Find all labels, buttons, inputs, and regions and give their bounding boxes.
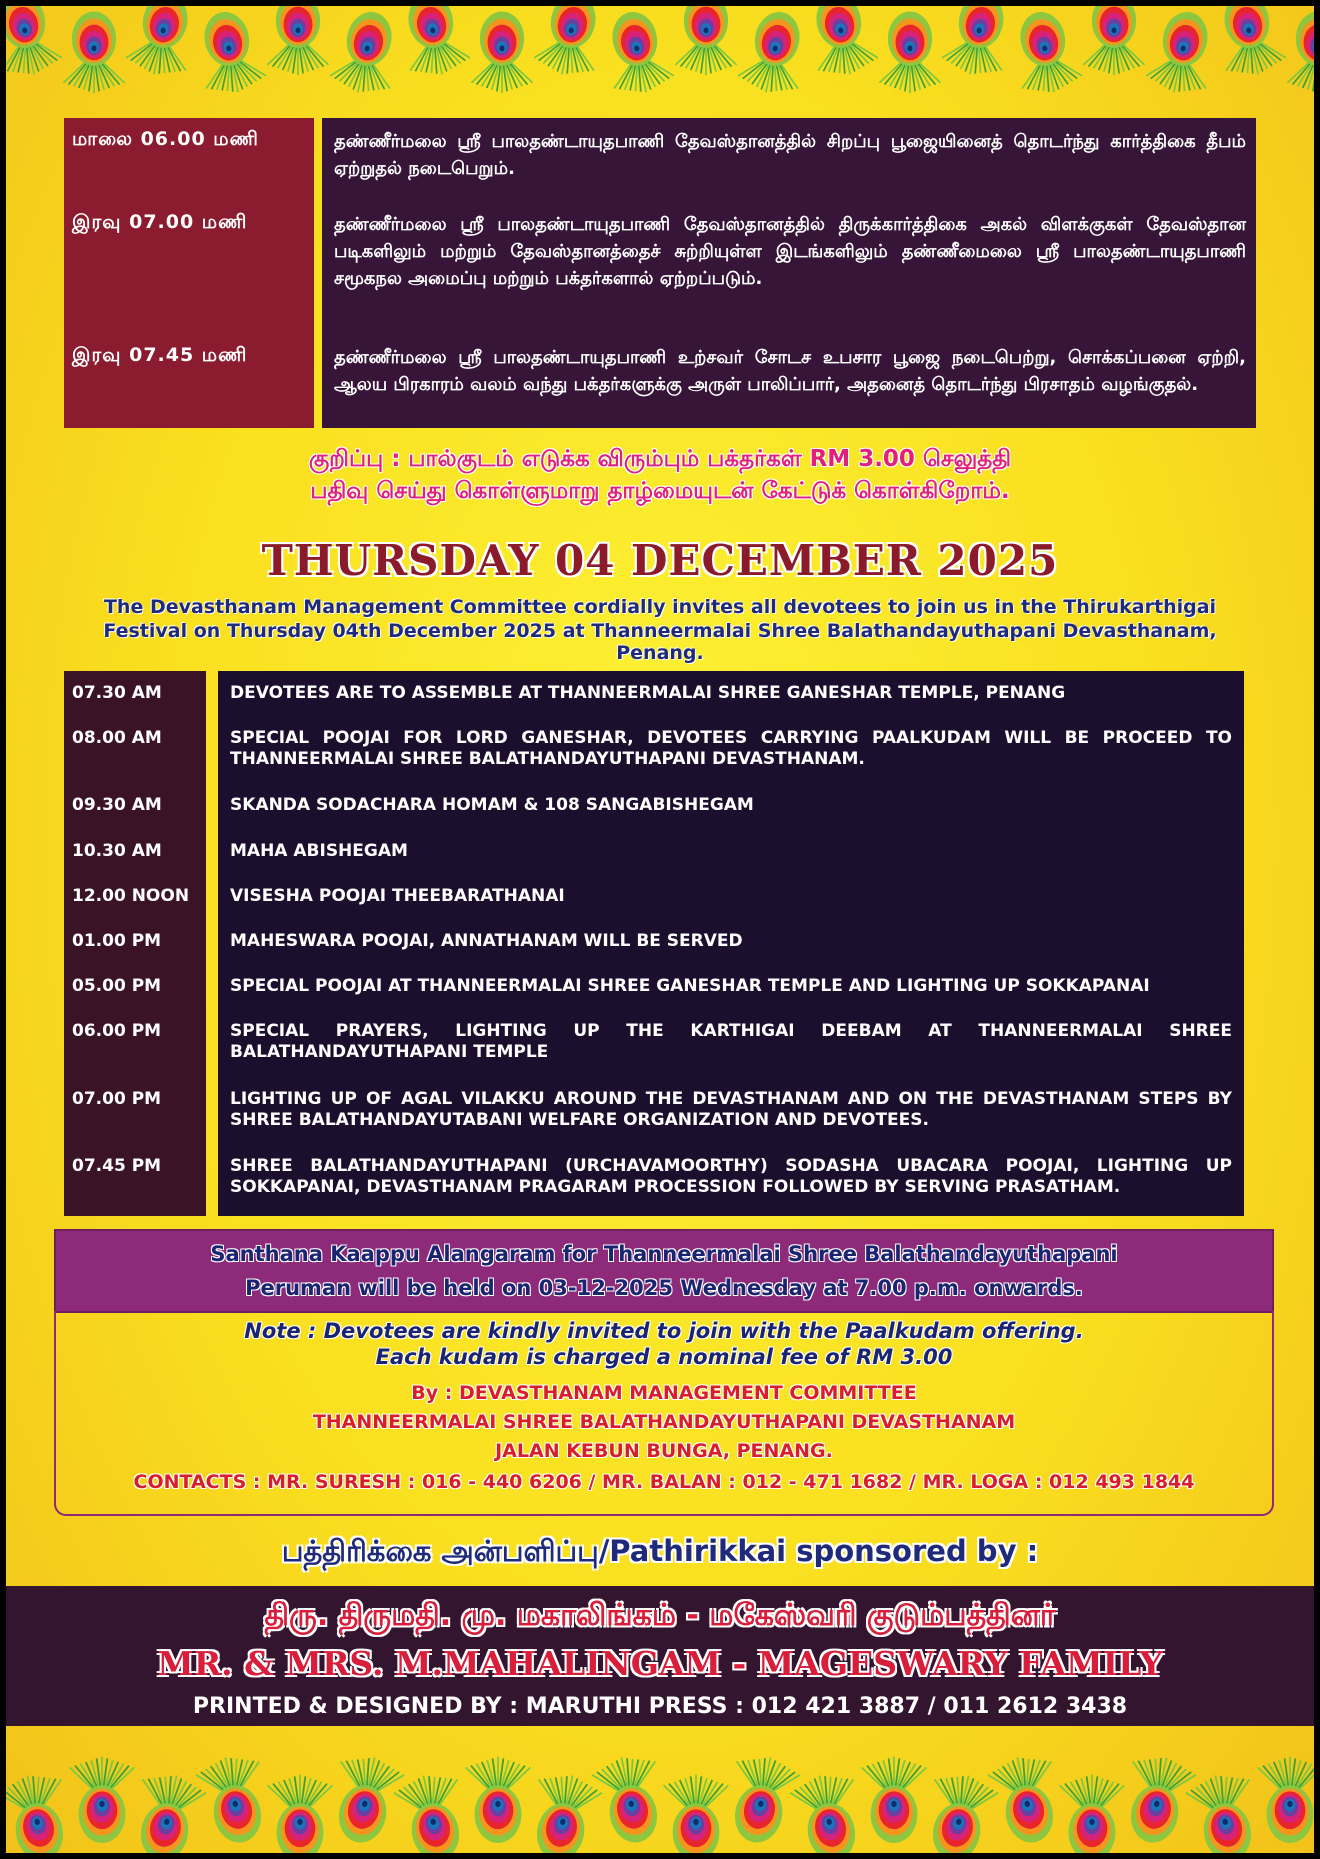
tamil-schedule-table — [64, 118, 1256, 428]
schedule-description: SPECIAL POOJAI AT THANNEERMALAI SHREE GANESHAR TEMPLE AND LIGHTING UP SOKKAPANAI — [230, 976, 1150, 996]
peacock-feather-icon — [1258, 1757, 1314, 1843]
peacock-feather-icon — [6, 6, 1314, 116]
schedule-time: 07.45 PM — [72, 1156, 162, 1176]
contacts-line: CONTACTS : MR. SURESH : 016 - 440 6206 / MR. BALAN : 012 - 471 1682 / MR. LOGA : 012 493 1844 — [133, 1471, 1195, 1493]
sponsor-name-tamil: திரு. திருமதி. மு. மகாலிங்கம் - மகேஸ்வரி குடும்பத்தினர் — [264, 1598, 1056, 1633]
schedule-description: VISESHA POOJAI THEEBARATHANAI — [230, 886, 565, 906]
festival-poster — [6, 6, 1314, 1853]
peacock-feather-icon — [63, 11, 124, 93]
tamil-description: தண்ணீர்மலை ஸ்ரீ பாலதண்டாயுதபாணி தேவஸ்தானத்தில் சிறப்பு பூஜையினைத் தொடர்ந்து கார்த்திகை தீபம் ஏற்றுதல் நடைபெறும். — [334, 131, 1246, 179]
note-line: Note : Devotees are kindly invited to join with the Paalkudam offering. — [244, 1319, 1084, 1343]
peacock-feather-icon — [1083, 6, 1144, 75]
peacock-feather-icon — [471, 11, 532, 93]
intro-line: Festival on Thursday 04th December 2025 at Thanneermalai Shree Balathandayuthapani Devasthanam, Penang. — [103, 620, 1217, 664]
peacock-feather-icon — [328, 6, 405, 99]
sponsor-heading: பத்திரிக்கை அன்பளிப்பு/Pathirikkai sponsored by : — [281, 1534, 1039, 1568]
schedule-time: 09.30 AM — [72, 795, 162, 815]
peacock-feather-icon — [6, 6, 64, 81]
peacock-feather-icon — [664, 1775, 729, 1853]
peacock-feather-icon — [1117, 1751, 1198, 1849]
schedule-time: 05.00 PM — [72, 976, 162, 996]
peacock-feather-icon — [6, 1726, 1314, 1853]
sponsor-band — [6, 1586, 1314, 1726]
peacock-feather-icon — [675, 6, 736, 75]
peacock-feather-icon — [986, 1751, 1067, 1849]
tamil-description: தண்ணீர்மலை ஸ்ரீ பாலதண்டாயுதபாணி உற்சவர் சோடச உபசார பூஜை நடைபெற்று, சொக்கப்பனை ஏற்றி, ஆலய பிரகாரம் வலம் வந்து பக்தர்களுக்கு அருள் பாலிப்பார், அதனைத் தொடர்ந்து பிரசாதம் வழங்குதல். — [334, 347, 1246, 395]
sponsor-name-english: MR. & MRS. M.MAHALINGAM - MAGESWARY FAMILY — [157, 1644, 1163, 1683]
peacock-feather-icon — [803, 6, 880, 81]
organizer-address: JALAN KEBUN BUNGA, PENANG. — [495, 1440, 833, 1462]
peacock-feather-icon — [127, 1769, 208, 1853]
peacock-feather-icon — [1060, 1775, 1125, 1853]
peacock-feather-icon — [1211, 6, 1288, 81]
schedule-time: 01.00 PM — [72, 931, 162, 951]
peacock-feather-icon — [1007, 6, 1084, 99]
santhana-announcement-box — [54, 1229, 1274, 1313]
tamil-description: தண்ணீர்மலை ஸ்ரீ பாலதண்டாயுதபாணி தேவஸ்தானத்தில் திருக்கார்த்திகை அகல் விளக்குகள் தேவஸ்தான படிகளிலும் மற்றும் தேவஸ்தானத்தைச் சுற்றியுள்ள இடங்களிலும் தண்ணீமைலை ஸ்ரீ பாலதண்டாயுதபாணி சமூகநல அமைப்பு மற்றும் பக்தர்களால் ஏற்றப்படும். — [334, 214, 1246, 289]
schedule-description: SPECIAL POOJAI FOR LORD GANESHAR, DEVOTEES CARRYING PAALKUDAM WILL BE PROCEED TO THANNEERMALAI SHREE BALATHANDAYUTHAPANI DEVASTHANAM. — [230, 728, 1232, 769]
peacock-feather-icon — [124, 6, 201, 81]
tamil-note-line: குறிப்பு : பால்குடம் எடுக்க விரும்பும் பக்தர்கள் RM 3.00 செலுத்தி — [308, 446, 1012, 472]
schedule-description: LIGHTING UP OF AGAL VILAKKU AROUND THE DEVASTHANAM AND ON THE DEVASTHANAM STEPS BY SHREE BALATHANDAYUTABANI WELFARE ORGANIZATION AND DEVOTEES. — [230, 1089, 1232, 1130]
peacock-feather-icon — [1287, 11, 1314, 93]
schedule-time: 10.30 AM — [72, 841, 162, 861]
peacock-feather-icon — [6, 1769, 77, 1853]
schedule-time: 06.00 PM — [72, 1021, 162, 1041]
peacock-feather-icon — [1144, 6, 1221, 99]
peacock-feather-icon — [879, 11, 940, 93]
peacock-feather-icon — [919, 1769, 1000, 1853]
tamil-time: மாலை 06.00 மணி — [72, 128, 259, 150]
peacock-feather-icon — [599, 6, 676, 99]
peacock-feather-icon — [466, 1757, 531, 1843]
schedule-description: SHREE BALATHANDAYUTHAPANI (URCHAVAMOORTHY) SODASHA UBACARA POOJAI, LIGHTING UP SOKKAPANAI, DEVASTHANAM PRAGARAM PROCESSION FOLLOWED BY SERVING PRASATHAM. — [230, 1156, 1232, 1197]
peacock-feather-icon — [1184, 1769, 1265, 1853]
printer-credit: PRINTED & DESIGNED BY : MARUTHI PRESS : 012 421 3887 / 011 2612 3438 — [192, 1694, 1128, 1719]
peacock-feather-border-bottom — [6, 1726, 1314, 1853]
peacock-feather-icon — [70, 1757, 135, 1843]
schedule-description: DEVOTEES ARE TO ASSEMBLE AT THANNEERMALAI SHREE GANESHAR TEMPLE, PENANG — [230, 683, 1066, 703]
peacock-feather-icon — [268, 1775, 333, 1853]
schedule-time: 07.00 PM — [72, 1089, 162, 1109]
santhana-line: Santhana Kaappu Alangaram for Thanneermalai Shree Balathandayuthapani — [210, 1242, 1118, 1266]
peacock-feather-icon — [721, 1751, 802, 1849]
organizer-name: THANNEERMALAI SHREE BALATHANDAYUTHAPANI DEVASTHANAM — [312, 1411, 1016, 1433]
tamil-time: இரவு 07.45 மணி — [72, 344, 248, 366]
intro-line: The Devasthanam Management Committee cordially invites all devotees to join us in the Thirukarthigai — [103, 596, 1217, 618]
organizer-by: By : DEVASTHANAM MANAGEMENT COMMITTEE — [411, 1382, 917, 1404]
tamil-time: இரவு 07.00 மணி — [72, 211, 248, 233]
peacock-feather-icon — [862, 1757, 927, 1843]
schedule-description: MAHA ABISHEGAM — [230, 841, 408, 861]
peacock-feather-icon — [532, 6, 609, 81]
tamil-time-column — [64, 118, 314, 428]
schedule-description: SPECIAL PRAYERS, LIGHTING UP THE KARTHIGAI DEEBAM AT THANNEERMALAI SHREE BALATHANDAYUTHAPANI TEMPLE — [230, 1021, 1232, 1062]
date-heading: THURSDAY 04 DECEMBER 2025 — [261, 536, 1059, 585]
peacock-feather-icon — [191, 6, 268, 99]
peacock-feather-border-top — [6, 6, 1314, 116]
peacock-feather-icon — [395, 6, 472, 81]
english-schedule-table — [64, 671, 1244, 1216]
tamil-note-line: பதிவு செய்து கொள்ளுமாறு தாழ்மையுடன் கேட்டுக் கொள்கிறோம். — [310, 478, 1010, 504]
schedule-description: MAHESWARA POOJAI, ANNATHANAM WILL BE SERVED — [230, 931, 743, 951]
note-box — [54, 1311, 1274, 1516]
peacock-feather-icon — [590, 1751, 671, 1849]
peacock-feather-icon — [267, 6, 328, 75]
peacock-feather-icon — [194, 1751, 275, 1849]
peacock-feather-icon — [523, 1769, 604, 1853]
peacock-feather-icon — [788, 1769, 869, 1853]
note-line: Each kudam is charged a nominal fee of RM 3.00 — [375, 1345, 953, 1369]
schedule-time: 07.30 AM — [72, 683, 162, 703]
schedule-description: SKANDA SODACHARA HOMAM & 108 SANGABISHEGAM — [230, 795, 754, 815]
schedule-time: 12.00 NOON — [72, 886, 190, 906]
schedule-time: 08.00 AM — [72, 728, 162, 748]
peacock-feather-icon — [325, 1751, 406, 1849]
peacock-feather-icon — [736, 6, 813, 99]
peacock-feather-icon — [392, 1769, 473, 1853]
santhana-line: Peruman will be held on 03-12-2025 Wednesday at 7.00 p.m. onwards. — [245, 1276, 1083, 1300]
peacock-feather-icon — [940, 6, 1017, 81]
